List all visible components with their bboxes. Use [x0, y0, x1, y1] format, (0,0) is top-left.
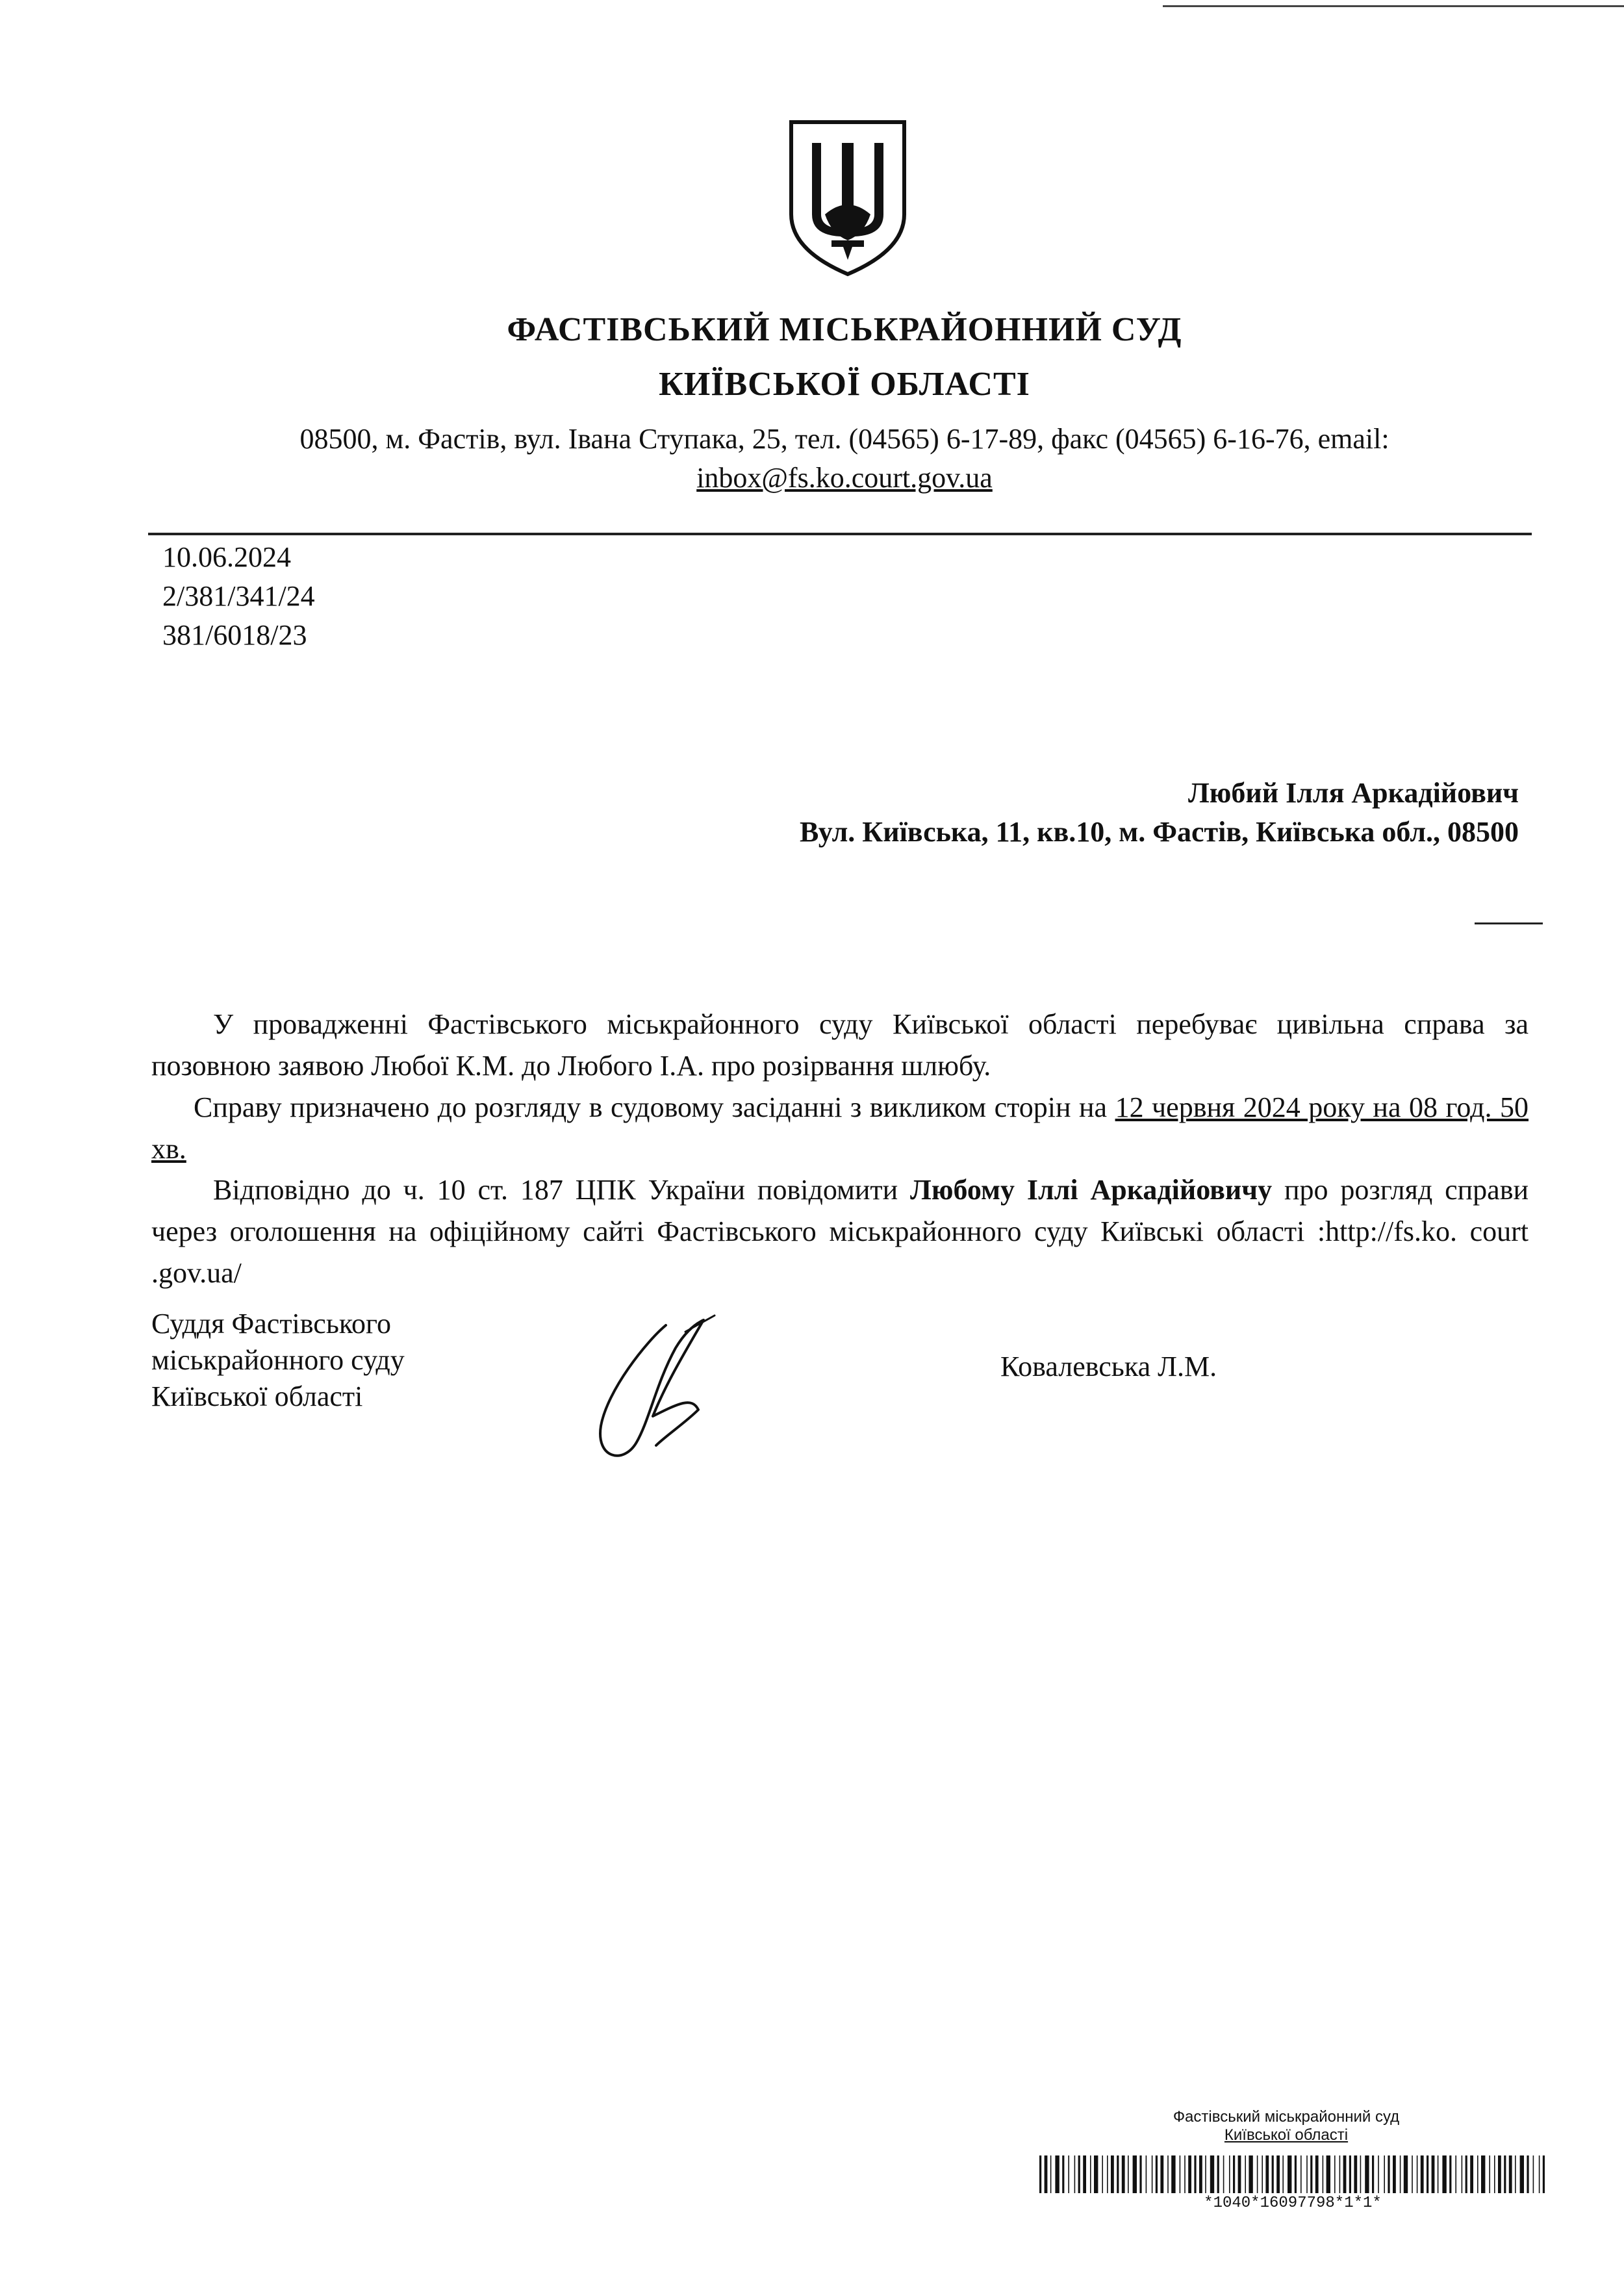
stamp-line2: Київської області — [1224, 2126, 1349, 2144]
recipient-name: Любий Ілля Аркадійович — [1187, 777, 1519, 809]
court-email-row — [0, 461, 1624, 494]
notified-person: Любому Іллі Аркадійовичу — [910, 1174, 1273, 1206]
top-edge-line — [1163, 5, 1624, 7]
signer-title — [151, 1306, 405, 1415]
paragraph-2 — [151, 1087, 1529, 1170]
court-email-link[interactable]: inbox@fs.ko.court.gov.ua — [696, 462, 993, 494]
court-name-line2: КИЇВСЬКОЇ ОБЛАСТІ — [659, 366, 1030, 403]
paragraph-3 — [151, 1169, 1529, 1294]
registration-stamp — [1000, 2108, 1572, 2144]
recipient-address: Вул. Київська, 11, кв.10, м. Фастів, Київська обл., 08500 — [799, 816, 1519, 848]
hearing-date: 12 червня 2024 року на 08 год. 50 хв. — [151, 1091, 1529, 1165]
court-address: 08500, м. Фастів, вул. Івана Ступака, 25, тел. (04565) 6-17-89, факс (04565) 6-16-76, email: — [299, 423, 1389, 455]
paragraph-1: У провадженні Фастівського міськрайонного суду Київської області перебуває цивільна справа за позовною заявою Любої К.М. до Любого І.А. про розірвання шлюбу. — [151, 1008, 1529, 1082]
judge-name: Ковалевська Л.М. — [1000, 1351, 1217, 1382]
signer-title-line3: Київської області — [151, 1380, 363, 1412]
document-date: 10.06.2024 — [162, 541, 291, 573]
signer-title-line1: Суддя Фастівського — [151, 1308, 391, 1340]
handwritten-signature — [588, 1312, 757, 1468]
header-divider — [148, 533, 1532, 535]
coat-of-arms-icon — [786, 117, 909, 279]
court-name-line1: ФАСТІВСЬКИЙ МІСЬКРАЙОННИЙ СУД — [507, 311, 1182, 348]
signer-title-line2: міськрайонного суду — [151, 1344, 405, 1376]
barcode-icon — [1039, 2155, 1546, 2193]
paragraph-3-lead: Відповідно до ч. 10 ст. 187 ЦПК України повідомити — [213, 1174, 911, 1206]
barcode-number: *1040*16097798*1*1* — [1204, 2194, 1382, 2212]
stamp-line1: Фастівський міськрайонний суд — [1173, 2108, 1400, 2126]
outgoing-number: 2/381/341/24 — [162, 580, 315, 612]
paragraph-2-lead: Справу призначено до розгляду в судовому засіданні з викликом сторін на — [194, 1091, 1115, 1123]
case-number: 381/6018/23 — [162, 619, 307, 651]
paragraph-3-tail: про розгляд справи через оголошення на офіційному сайті Фастівського міськрайонного суду Київські області :http://fs.ko. court .gov.ua/ — [151, 1174, 1529, 1289]
separator-dash — [1475, 922, 1543, 924]
